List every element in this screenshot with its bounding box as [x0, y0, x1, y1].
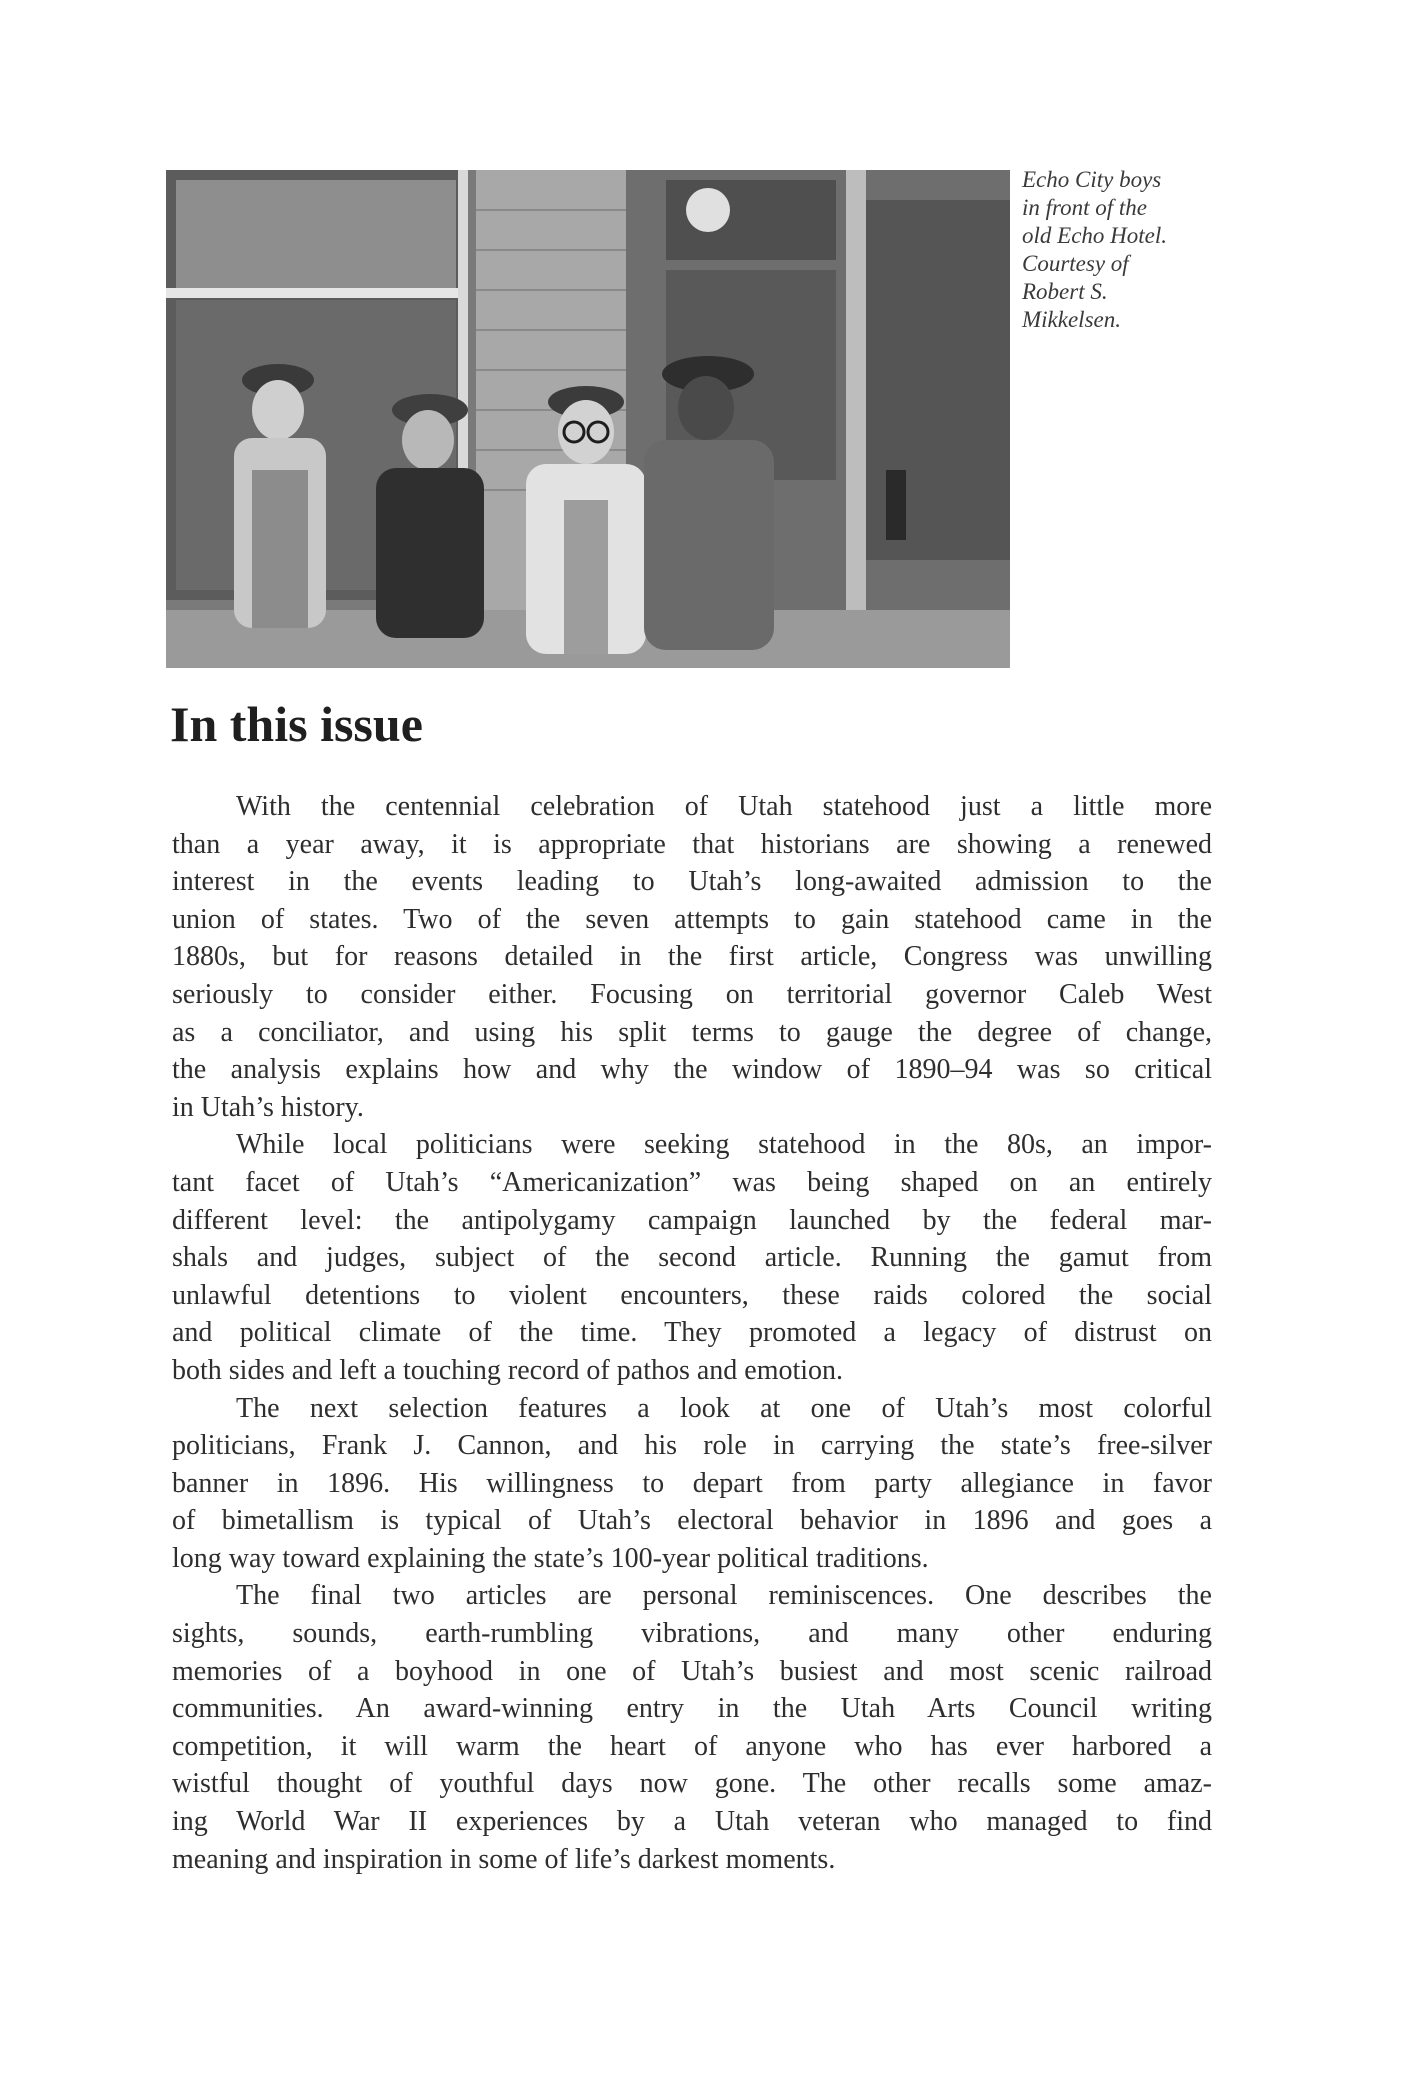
text-line: as a conciliator, and using his split terms to gauge the degree of change,	[172, 1016, 1212, 1048]
photo-illustration	[166, 170, 1010, 668]
caption-line: Courtesy of	[1022, 251, 1129, 276]
text-line: meaning and inspiration in some of life’s darkest moments.	[172, 1843, 836, 1875]
text-line: interest in the events leading to Utah’s long-awaited admission to the	[172, 866, 1212, 898]
caption-line: Robert S.	[1022, 279, 1108, 304]
text-line: the analysis explains how and why the window of 1890–94 was so critical	[172, 1054, 1212, 1086]
article-body	[172, 788, 1212, 1878]
text-line: competition, it will warm the heart of anyone who has ever harbored a	[172, 1730, 1212, 1762]
photo-caption	[1022, 166, 1192, 334]
paragraph-statehood	[172, 788, 1212, 1126]
paragraph-reminiscences	[172, 1577, 1212, 1878]
text-line: and political climate of the time. They promoted a legacy of distrust on	[172, 1317, 1212, 1349]
text-line: sights, sounds, earth-rumbling vibrations, and many other enduring	[172, 1618, 1212, 1650]
text-line: shals and judges, subject of the second article. Running the gamut from	[172, 1242, 1212, 1274]
caption-line: old Echo Hotel.	[1022, 223, 1167, 248]
text-line: The next selection features a look at one of Utah’s most colorful	[236, 1392, 1212, 1424]
text-line: tant facet of Utah’s “Americanization” was being shaped on an entirely	[172, 1166, 1212, 1198]
text-line: seriously to consider either. Focusing on territorial governor Caleb West	[172, 978, 1212, 1010]
text-line: both sides and left a touching record of pathos and emotion.	[172, 1354, 844, 1386]
text-line: long way toward explaining the state’s 100-year political traditions.	[172, 1542, 929, 1574]
text-line: than a year away, it is appropriate that historians are showing a renewed	[172, 828, 1212, 860]
text-line: union of states. Two of the seven attempts to gain statehood came in the	[172, 903, 1212, 935]
echo-city-boys-photo	[166, 170, 1010, 668]
text-line: The final two articles are personal reminiscences. One describes the	[236, 1580, 1212, 1612]
text-line: communities. An award-winning entry in the Utah Arts Council writing	[172, 1693, 1212, 1725]
caption-line: Echo City boys	[1022, 167, 1162, 192]
paragraph-antipolygamy	[172, 1126, 1212, 1389]
caption-line: in front of the	[1022, 195, 1148, 220]
text-line: memories of a boyhood in one of Utah’s busiest and most scenic railroad	[172, 1655, 1212, 1687]
caption-line: Mikkelsen.	[1022, 307, 1121, 332]
section-heading: In this issue	[170, 696, 423, 752]
text-line: While local politicians were seeking statehood in the 80s, an impor-	[236, 1129, 1212, 1161]
paragraph-cannon	[172, 1390, 1212, 1578]
text-line: 1880s, but for reasons detailed in the first article, Congress was unwilling	[172, 941, 1212, 973]
text-line: ing World War II experiences by a Utah veteran who managed to find	[172, 1806, 1212, 1838]
text-line: politicians, Frank J. Cannon, and his role in carrying the state’s free-silver	[172, 1430, 1212, 1462]
text-line: in Utah’s history.	[172, 1091, 364, 1123]
text-line: different level: the antipolygamy campaign launched by the federal mar-	[172, 1204, 1212, 1236]
text-line: unlawful detentions to violent encounters, these raids colored the social	[172, 1279, 1212, 1311]
text-line: of bimetallism is typical of Utah’s electoral behavior in 1896 and goes a	[172, 1505, 1212, 1537]
text-line: banner in 1896. His willingness to depart from party allegiance in favor	[172, 1467, 1212, 1499]
text-line: With the centennial celebration of Utah statehood just a little more	[236, 791, 1212, 822]
text-line: wistful thought of youthful days now gone. The other recalls some amaz-	[172, 1768, 1212, 1800]
